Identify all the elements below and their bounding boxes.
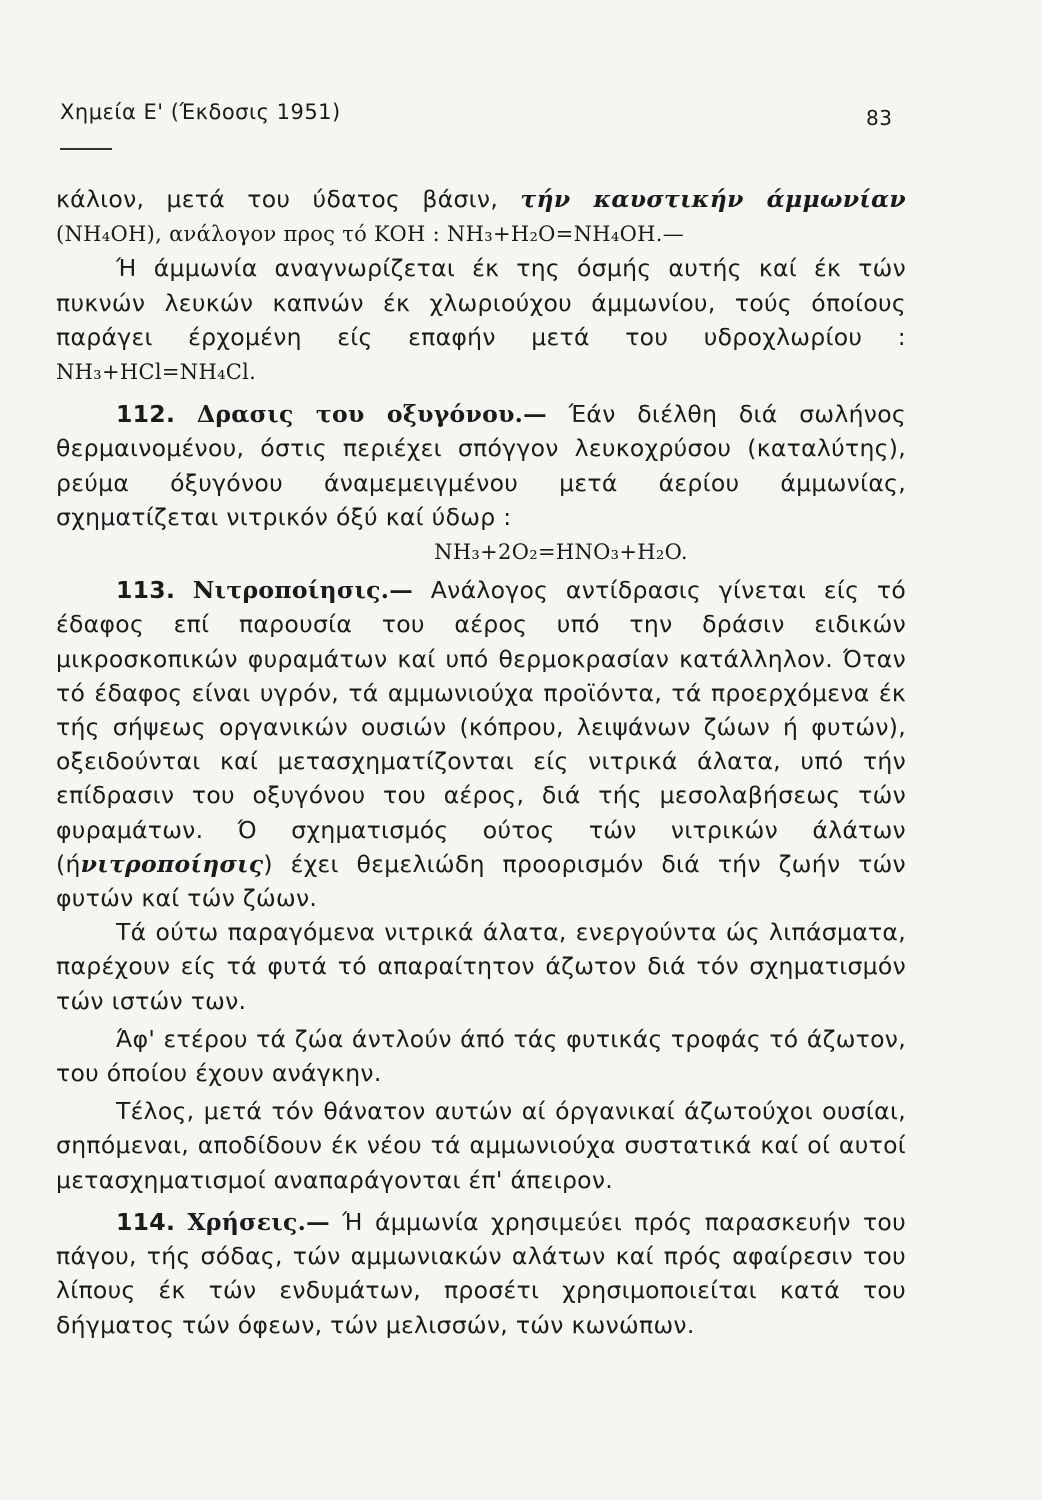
section-112: 112. Δρασις του οξυγόνου.— Έάν διέλθη διά σωλήνος θερμαινομένου, όστις περιέχει σπόγγον λευκοχρύσου (καταλύτης), ρεύμα όξυγόνου άναμεμειγμένου μετά άερίου άμμωνίας, σχηματίζεται νιτρικόν όξύ καί ύδωρ : [56, 400, 906, 531]
section-112-title: Δρασις του οξυγόνου.— [196, 400, 547, 429]
equation-nitric-acid: NH₃+2O₂=HNO₃+H₂O. [434, 540, 688, 565]
paragraph-animals: Άφ' ετέρου τά ζώα άντλούν άπό τάς φυτικάς τροφάς τό άζωτον, του όποίου έχουν ανάγκην. [56, 1024, 906, 1088]
page-number: 83 [866, 106, 893, 130]
emphasis-nitrification: νιτροποίησις [80, 849, 264, 878]
paragraph-fertilizer: Τά ούτω παραγόμενα νιτρικά άλατα, ενεργούντα ώς λιπάσματα, παρέχουν είς τά φυτά τό απαραίτητον άζωτον διά τόν σχηματισμόν τών ιστών των. [56, 918, 906, 1015]
section-113: 113. Νιτροποίησις.— Ανάλογος αντίδρασις γίνεται είς τό έδαφος επί παρουσία του αέρος υπό την δράσιν ειδικών μικροσκοπικών φυραμάτων καί υπό θερμοκρασίαν κατάλληλον. Όταν τό έδαφος είναι υγρόν, τά αμμωνιούχα προϊόντα, τά προερχόμενα έκ τής σήψεως οργανικών ουσιών (κόπρου, λειψάνων ζώων ή φυτών), οξειδούνται καί μετασχηματίζονται είς νιτρικά άλατα, υπό τήν επίδρασιν του οξυγόνου του αέρος, διά τής μεσολαβήσεως τών φυραμάτων. Ό σχηματισμός ούτος τών νιτρικών άλάτων (ήνιτροποίησις) έχει θεμελιώδη προορισμόν διά τήν ζωήν τών φυτών καί τών ζώων. [56, 576, 906, 913]
header-rule [60, 148, 112, 150]
equation-ammonium-chloride: NH₃+HCl=NH₄Cl. [56, 360, 257, 385]
page-body [56, 182, 906, 1342]
section-114: 114. Χρήσεις.— Ή άμμωνία χρησιμεύει πρός παρασκευήν του πάγου, τής σόδας, τών αμμωνιακών αλάτων καί πρός αφαίρεσιν του λίπους έκ τών ενδυμάτων, προσέτι χρησιμοποιείται κατά του δήγματος τών όφεων, τών μελισσών, τών κωνώπων. [56, 1207, 906, 1339]
header-title: Χημεία Ε' (Έκδοσις 1951) [60, 100, 341, 124]
paragraph-continuation: κάλιον, μετά του ύδατος βάσιν, τήν καυστικήν άμμωνίαν (NH₄OH), ανάλογον προς τό KOH : NH₃+H₂O=NH₄OH.— [56, 185, 906, 247]
section-113-title: Νιτροποίησις.— [192, 576, 414, 605]
paragraph-ammonia-detection: Ή άμμωνία αναγνωρίζεται έκ της όσμής αυτής καί έκ τών πυκνών λευκών καπνών έκ χλωριούχου άμμωνίου, τούς όποίους παράγει έρχομένη είς επαφήν μετά του υδροχλωρίου : NH₃+HCl=NH₄Cl. [56, 254, 906, 385]
section-114-title: Χρήσεις.— [187, 1207, 330, 1236]
paragraph-cycle-end: Τέλος, μετά τόν θάνατον αυτών αί όργανικαί άζωτούχοι ουσίαι, σηπόμεναι, αποδίδουν έκ νέου τά αμμωνιούχα συστατικά καί οί αυτοί μετασχηματισμοί αναπαράγονται έπ' άπειρον. [56, 1097, 906, 1194]
emphasis-caustic-ammonia: τήν καυστικήν άμμωνίαν [520, 185, 906, 213]
